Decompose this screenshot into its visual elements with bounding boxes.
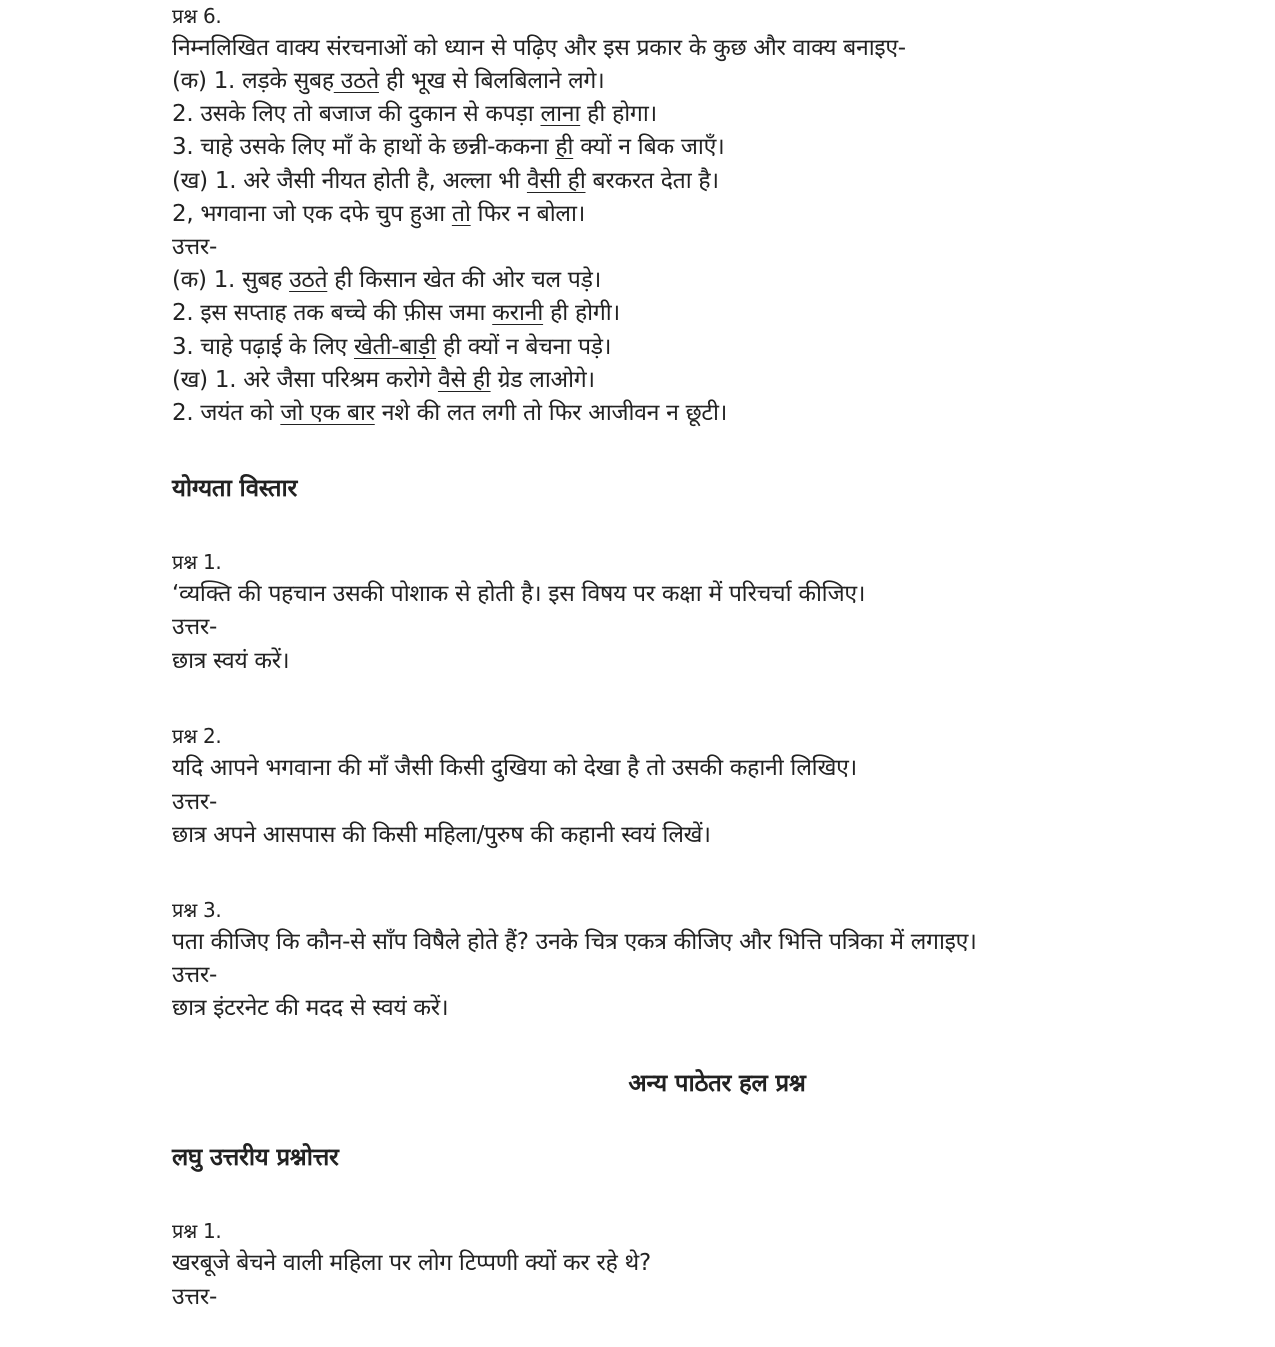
- question-text: यदि आपने भगवाना की माँ जैसी किसी दुखिया को देखा है तो उसकी कहानी लिखिए।: [172, 755, 857, 781]
- answer-line: [172, 264, 601, 297]
- underlined-word: उठते: [289, 267, 328, 293]
- question-label: प्रश्न 2.: [172, 724, 222, 748]
- text-segment: (ख) 1. अरे जैसा परिश्रम करोगे: [172, 367, 438, 393]
- section-heading: अन्य पाठेतर हल प्रश्न: [628, 1069, 806, 1097]
- underlined-word: तो: [451, 201, 471, 227]
- underlined-word: ही: [555, 134, 574, 160]
- answer-label: उत्तर-: [172, 962, 218, 988]
- section-heading: योग्यता विस्तार: [172, 474, 297, 502]
- underlined-word: जो एक बार: [280, 400, 375, 426]
- text-segment: फिर न बोला।: [470, 201, 586, 227]
- text-segment: (ख) 1. अरे जैसी नीयत होती है, अल्ला भी: [172, 168, 527, 194]
- question-label: प्रश्न 3.: [172, 898, 222, 922]
- underlined-word: खेती-बाड़ी: [353, 334, 437, 360]
- text-segment: ही होगी।: [543, 300, 620, 326]
- example-line: [172, 131, 724, 164]
- answer-label: उत्तर-: [172, 1284, 218, 1310]
- underlined-word: करानी: [492, 300, 544, 326]
- question-text: निम्नलिखित वाक्य संरचनाओं को ध्यान से पढ़िए और इस प्रकार के कुछ और वाक्य बनाइए-: [172, 35, 906, 61]
- answer-text: छात्र स्वयं करें।: [172, 648, 290, 674]
- text-segment: क्यों न बिक जाएँ।: [573, 134, 725, 160]
- question-text: ‘व्यक्ति की पहचान उसकी पोशाक से होती है। इस विषय पर कक्षा में परिचर्चा कीजिए।: [172, 581, 866, 607]
- text-segment: ग्रेड लाओगे।: [490, 367, 595, 393]
- underlined-word: उठते: [333, 68, 379, 94]
- underlined-word: वैसी ही: [526, 168, 586, 194]
- answer-line: [172, 397, 727, 430]
- question-label: प्रश्न 1.: [172, 550, 222, 574]
- text-segment: ही भूख से बिलबिलाने लगे।: [378, 68, 605, 94]
- text-segment: नशे की लत लगी तो फिर आजीवन न छूटी।: [374, 400, 728, 426]
- text-segment: (क) 1. लड़के सुबह: [172, 68, 334, 94]
- section-heading: लघु उत्तरीय प्रश्नोत्तर: [172, 1143, 339, 1171]
- text-segment: (क) 1. सुबह: [172, 267, 290, 293]
- answer-line: [172, 331, 611, 364]
- question-text: पता कीजिए कि कौन-से साँप विषैले होते हैं? उनके चित्र एकत्र कीजिए और भित्ति पत्रिका में लगाइए।: [172, 929, 977, 955]
- answer-text: छात्र इंटरनेट की मदद से स्वयं करें।: [172, 995, 449, 1021]
- underlined-word: लाना: [540, 101, 581, 127]
- text-segment: 3. चाहे पढ़ाई के लिए: [172, 334, 354, 360]
- text-segment: 2. उसके लिए तो बजाज की दुकान से कपड़ा: [172, 101, 541, 127]
- underlined-word: वैसे ही: [437, 367, 491, 393]
- example-line: [172, 165, 719, 198]
- text-segment: ही क्यों न बेचना पड़े।: [436, 334, 612, 360]
- answer-label: उत्तर-: [172, 614, 218, 640]
- example-line: [172, 65, 604, 98]
- question-text: खरबूजे बेचने वाली महिला पर लोग टिप्पणी क्यों कर रहे थे?: [172, 1250, 651, 1276]
- text-segment: 3. चाहे उसके लिए माँ के हाथों के छन्नी-ककना: [172, 134, 556, 160]
- text-segment: ही होगा।: [580, 101, 657, 127]
- answer-line: [172, 297, 620, 330]
- question-label: प्रश्न 6.: [172, 4, 222, 28]
- answer-line: [172, 364, 595, 397]
- text-segment: 2. इस सप्ताह तक बच्चे की फ़ीस जमा: [172, 300, 493, 326]
- answer-text: छात्र अपने आसपास की किसी महिला/पुरुष की कहानी स्वयं लिखें।: [172, 822, 711, 848]
- answer-label: उत्तर-: [172, 234, 218, 260]
- text-segment: 2, भगवाना जो एक दफे चुप हुआ: [172, 201, 452, 227]
- example-line: [172, 98, 657, 131]
- answer-label: उत्तर-: [172, 789, 218, 815]
- example-line: [172, 198, 585, 231]
- text-segment: बरकरत देता है।: [585, 168, 719, 194]
- text-segment: 2. जयंत को: [172, 400, 281, 426]
- question-label: प्रश्न 1.: [172, 1219, 222, 1243]
- text-segment: ही किसान खेत की ओर चल पड़े।: [327, 267, 601, 293]
